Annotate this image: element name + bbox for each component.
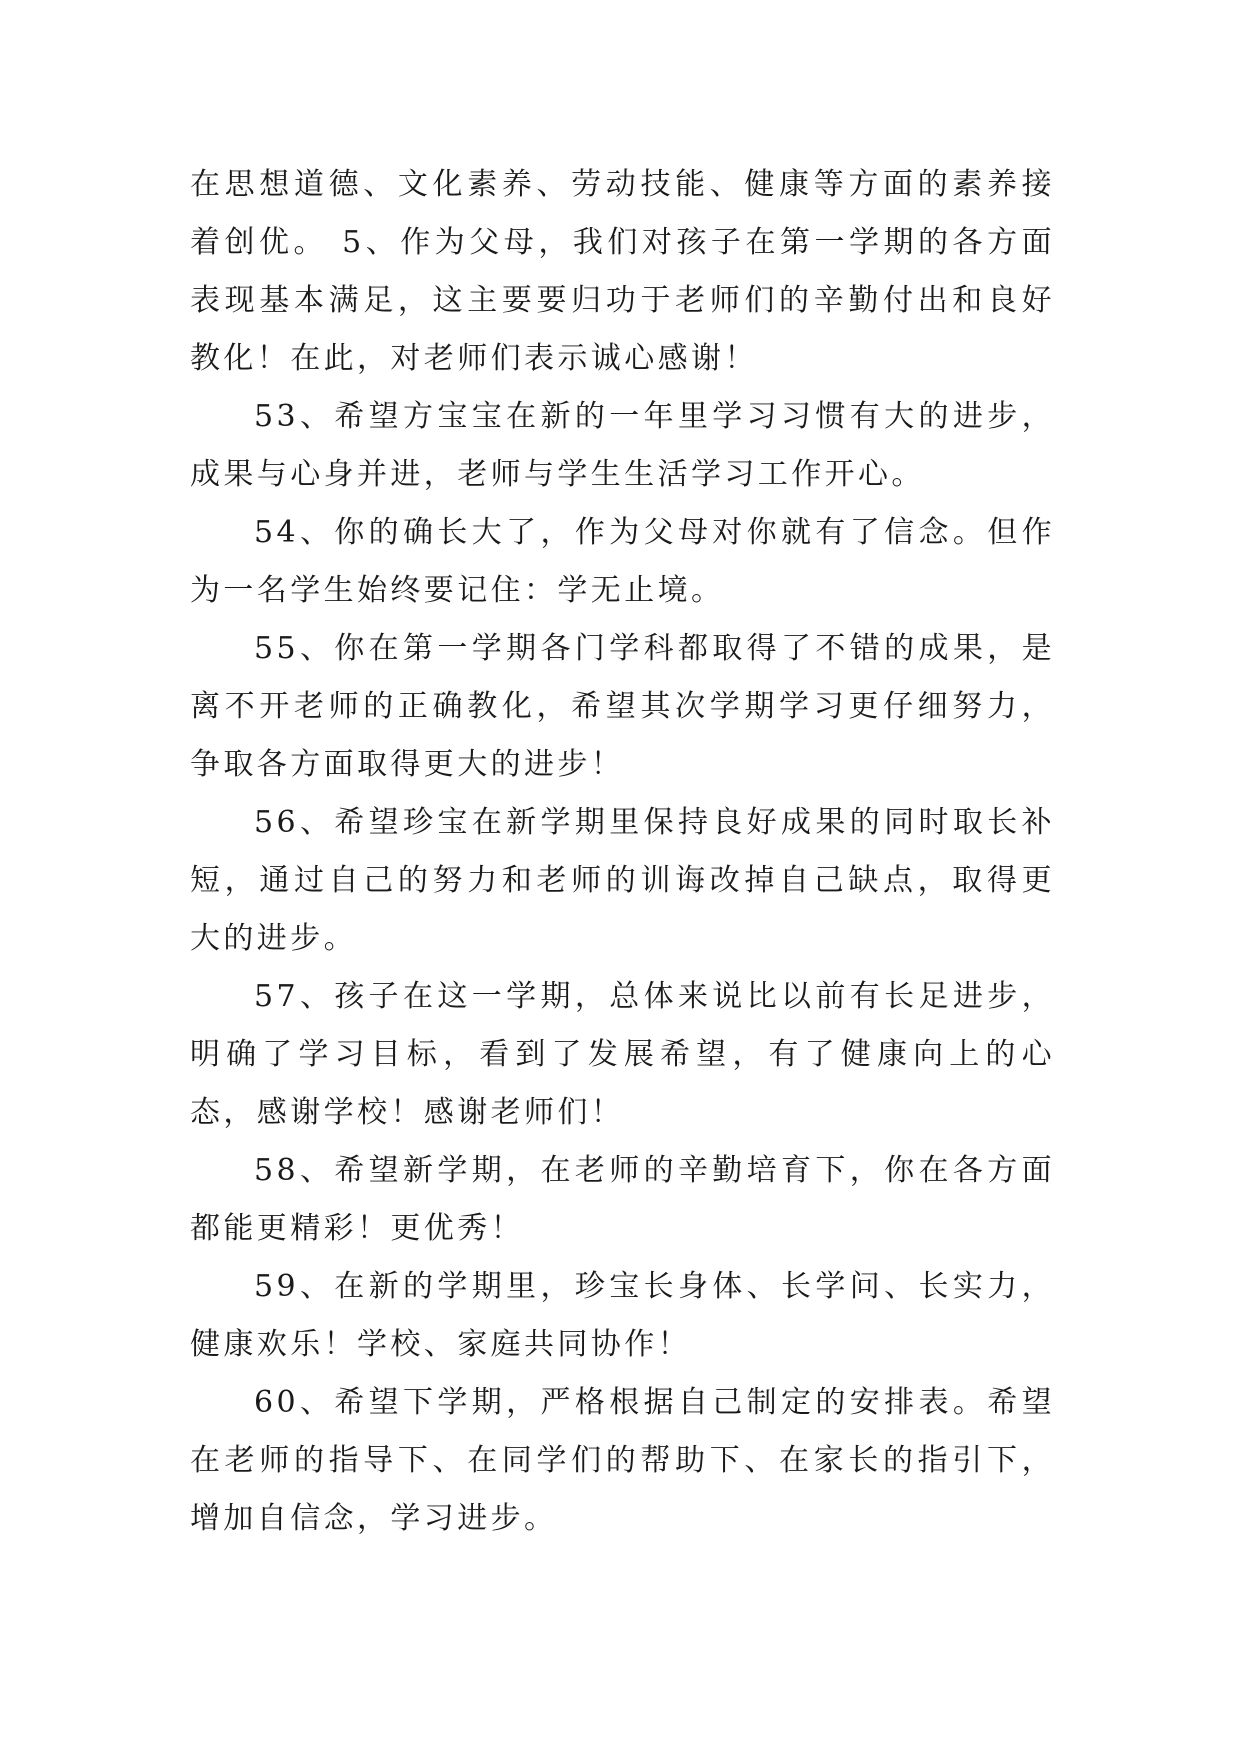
paragraph-53: 53、希望方宝宝在新的一年里学习习惯有大的进步，成果与心身并进，老师与学生生活学习工作开心。 <box>190 399 1055 492</box>
paragraph-57: 57、孩子在这一学期，总体来说比以前有长足进步，明确了学习目标，看到了发展希望，有了健康向上的心态，感谢学校！感谢老师们！ <box>190 979 1055 1130</box>
paragraph-continuation: 在思想道德、文化素养、劳动技能、健康等方面的素养接着创优。 5、作为父母，我们对孩子在第一学期的各方面表现基本满足，这主要要归功于老师们的辛勤付出和良好教化！在此，对老师们表示诚心感谢！ <box>190 167 1055 376</box>
paragraph-55: 55、你在第一学期各门学科都取得了不错的成果，是离不开老师的正确教化，希望其次学期学习更仔细努力，争取各方面取得更大的进步！ <box>190 631 1055 782</box>
paragraph-59: 59、在新的学期里，珍宝长身体、长学问、长实力，健康欢乐！学校、家庭共同协作！ <box>190 1269 1055 1362</box>
paragraph-58: 58、希望新学期，在老师的辛勤培育下，你在各方面都能更精彩！更优秀！ <box>190 1153 1055 1246</box>
paragraph-60: 60、希望下学期，严格根据自己制定的安排表。希望在老师的指导下、在同学们的帮助下、在家长的指引下，增加自信念，学习进步。 <box>190 1385 1055 1536</box>
paragraph-56: 56、希望珍宝在新学期里保持良好成果的同时取长补短，通过自己的努力和老师的训诲改掉自己缺点，取得更大的进步。 <box>190 805 1055 956</box>
paragraph-54: 54、你的确长大了，作为父母对你就有了信念。但作为一名学生始终要记住：学无止境。 <box>190 515 1055 608</box>
document-body <box>190 156 1055 1548</box>
